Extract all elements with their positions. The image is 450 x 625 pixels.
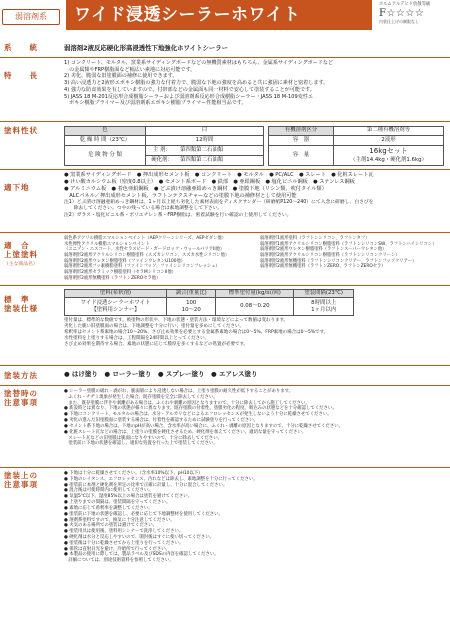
topcoats-list-right bbox=[260, 236, 446, 270]
volume-value: 16kgセット bbox=[369, 147, 408, 156]
dry-time-value: 12時間 bbox=[146, 136, 264, 146]
feature-line: 5) JASS 18 M-201反応形合成樹脂シーラーおよび弱溶剤系反応形合成樹脂シーラー・JASS 18 M-109変性エ bbox=[64, 93, 314, 100]
divider bbox=[0, 467, 450, 468]
feature-line: ポキシ樹脂プライマー及び弱溶剤系エポキシ樹脂プライマー性能相当品です。 bbox=[64, 100, 247, 107]
spec-mix-cell bbox=[167, 298, 216, 316]
product-title: ワイド浸透シーラーホワイト bbox=[74, 5, 301, 25]
spec-paint-name: ワイド浸透シーラーホワイト bbox=[80, 299, 151, 306]
standard-spec-label: 標 準 塗装仕様 bbox=[4, 295, 38, 313]
specs-label: 塗料性状 bbox=[4, 126, 38, 135]
recoat-precaution-line: ● シーラー塗膜の破れ・剥がれ、脆弱層により浸透しない場合は、上塗り塗膜の耐久性が低下することがあります。 bbox=[64, 389, 294, 394]
feature-line: 3) 高い浸透力と2液形エポキシ樹脂の強力な付着力で、脆弱な下地の強度を高めると共に強固に素材と密着します。 bbox=[64, 80, 329, 87]
recoat-precaution-line: スレート瓦などの旧塗膜は脆弱になりやすいので、十分に除去してください。 bbox=[64, 435, 222, 441]
painting-precaution-line: ● 溶剤系塗料ですので、換気に十分注意してください。 bbox=[64, 517, 175, 523]
substrate-line: ● アルミニウム板 ● 着色亜鉛鋼板 ● どぶ漬け溶融亜鉛めっき鋼材 ● 塗膜下地（リシン類、吹付タイル類） bbox=[64, 185, 327, 192]
spec-mix-thinner: 10〜20 bbox=[181, 306, 201, 313]
topcoat-item: 弱溶剤形2液形フッ素樹脂塗料（ファインフッソ、ファインシリコンフレッシュ） bbox=[64, 264, 220, 270]
spec-interval-max: 1ヶ月以内 bbox=[311, 306, 337, 313]
painting-precaution-line: ● 上塗りまでの間隔は、塗装間隔を守ってください。 bbox=[64, 500, 171, 506]
topcoats-sublabel: （主な商品名） bbox=[4, 262, 38, 267]
standard-note: 塗付量は、標準的な数値です。被塗物の形状や、下地の状態・塗装方法・環境などによって数値は変わります。 bbox=[64, 318, 289, 323]
color-value: 白 bbox=[146, 127, 264, 136]
topcoat-item: 弱溶剤形2液形ウレタン樹脂塗料（ラフトンスーパーウレタン他） bbox=[260, 247, 387, 253]
painting-precaution-line: ● 保管は直射日光を避け、冷暗所で行ってください。 bbox=[64, 546, 171, 552]
volume-header: 容 量 bbox=[269, 146, 334, 166]
painting-precaution-line: ● 塗装後は十分に乾燥させてから上塗りを行ってください。 bbox=[64, 540, 184, 546]
color-header: 色 bbox=[65, 127, 146, 136]
painting-precaution-line: ● 硬化剤は水分と反応しやすいので、開封後はすぐに使い切ってください。 bbox=[64, 534, 215, 540]
volume-cell bbox=[334, 146, 444, 166]
spec-interval-min: 8時間以上 bbox=[311, 299, 337, 306]
substrate-line: ALCパネル／押出成形セメント板、ラフトンテクスチャーなどの塗膜下地の補修材として使用可能 bbox=[64, 192, 297, 199]
recoat-precaution-line: 塗装前に下地の状態を確認し、適切な処置を行った上で塗装してください。 bbox=[64, 441, 218, 447]
formaldehyde-grade bbox=[379, 2, 449, 24]
painting-precaution-line: ● 気温5℃以下、湿度85%以上の場合は塗装を避けてください。 bbox=[64, 494, 193, 500]
dry-time-header: 乾 燥 時 間（23℃） bbox=[65, 136, 146, 146]
header bbox=[0, 0, 450, 34]
recoat-precaution-line: ふくれ・チヂミ現象が発生した場合、既存塗膜を完全に除去してください。 bbox=[64, 394, 218, 400]
spec-interval-cell bbox=[294, 298, 354, 316]
danger-class-header: 危 険 物 分 類 bbox=[65, 146, 146, 166]
main-agent-value: 第四類第二石油類 bbox=[178, 146, 264, 156]
topcoat-item: 弱溶剤形2液形無機塗料（ラフトンZERO、ラフトンZEROセラ） bbox=[260, 264, 386, 270]
topcoat-item: （ユニゾン・エスコート、水性セラスピード・ガードロック・ウォールバリアII他） bbox=[64, 247, 225, 253]
feature-line: 1) コンクリート、モルタル、窯業系サイディングボードなどの無機質素材はもちろん、金属系サイディングボードなど bbox=[64, 60, 334, 66]
specs-table-left bbox=[64, 126, 264, 166]
recoat-precaution-line: ● 劣化の進んだ旧塗膜面に塗装する場合は、付着性を確認するために試験塗りを行ってください。 bbox=[64, 418, 259, 424]
feature-line: の金属類やFRP樹脂面など幅広い素地に対応可能です。 bbox=[64, 66, 196, 73]
features-label: 特 長 bbox=[4, 71, 38, 80]
divider bbox=[0, 385, 450, 386]
methods-label: 塗装方法 bbox=[4, 371, 38, 380]
recoat-precautions-list bbox=[64, 389, 445, 447]
hardener-key: 硬化剤： bbox=[146, 156, 179, 166]
hardener-value: 第四類第二石油類 bbox=[178, 156, 264, 166]
divider bbox=[0, 169, 450, 170]
substrates-list bbox=[64, 172, 445, 199]
painting-precaution-line: ● 本製品の使用に際しては、製品ラベル及びSDSの内容を確認してください。 bbox=[64, 552, 219, 558]
substrate-line: ● けい酸カルシウム板（密度0.8以上） ● セメント系ボード ● 鉄部 ● 亜鉛鋼板 ● 塩化ビニル鋼板 ● ステンレス鋼板 bbox=[64, 178, 355, 185]
system-text: 弱溶剤2液反応硬化形高浸透性下地強化ホワイトシーラー bbox=[64, 44, 229, 52]
recoat-precaution-line: ● 化粧スレート瓦などの場合は、上塗りの塗膜を硬化させるため、硬化剤を加えてください。適切な量を守ってください。 bbox=[64, 429, 307, 435]
spec-table-header: 塗装間隔(23℃) bbox=[294, 290, 354, 298]
painting-precaution-line: ● 塗装用具は使用後、塗料用シンナーで洗浄してください。 bbox=[64, 529, 184, 535]
spec-amount: 0.08〜0.20 bbox=[216, 298, 294, 316]
topcoat-item: 弱溶剤形2液形アクリルシリコン樹脂塗料（ラフトンシリコンクリーン） bbox=[260, 253, 400, 259]
topcoat-item: 弱溶剤形1液形アクリルシリコン樹脂塗料（ラフトンシリコンSW、ラフトンハイシリコン） bbox=[260, 241, 437, 247]
painting-precautions-label: 塗装上の 注意事項 bbox=[4, 471, 38, 489]
features-list bbox=[64, 60, 445, 107]
substrate-note: 注2）ガラス・塩化ビニル系・ポリエチレン系・FRP樹脂は、密着試験を行い確認の上使用してください。 bbox=[64, 212, 292, 218]
recoat-precaution-line: ● 下地にコンクリート、モルタルの場合は、水分・アルカリなどによるエフロレッセンスが発生しないよう十分に乾燥させてください。 bbox=[64, 412, 332, 418]
main-agent-key: 主 剤： bbox=[146, 146, 179, 156]
painting-precaution-line: ● 下地は十分に乾燥させてください。（含水率10%以下、pH10以下） bbox=[64, 471, 203, 476]
formaldehyde-stars: F☆☆☆☆ bbox=[379, 7, 425, 19]
substrates-label: 適下地 bbox=[4, 183, 30, 192]
formaldehyde-grade-label: ホルムアルデヒド放散等級 bbox=[379, 2, 431, 7]
container-header: 容 器 bbox=[269, 136, 334, 146]
system-label: 系 統 bbox=[4, 43, 38, 52]
volume-sub: （主剤14.4kg・硬化剤1.6kg） bbox=[350, 156, 427, 163]
spec-table-header: 塗料(希釈剤) bbox=[65, 290, 167, 298]
painting-precaution-line: 詳細については、別途技術資料を参照してください。 bbox=[64, 558, 174, 564]
spec-table-header: 調合(重量比) bbox=[167, 290, 216, 298]
methods-list: ● はけ塗り ● ローラー塗り ● スプレー塗り ● エアレス塗り bbox=[64, 370, 258, 378]
standard-note: さび止め効果を期待する場合、素地の状態に応じて膜厚を多くするなどの処置が必要です。 bbox=[64, 341, 249, 347]
painting-precaution-line: ● 素地に応じて希釈率を調整してください。 bbox=[64, 505, 153, 511]
topcoat-item: 弱溶剤形2液形ウレタン樹脂塗料（ファインウレタンU100他） bbox=[64, 258, 186, 264]
topcoat-item: 弱色系アクリル樹脂エマルションペイント（AEPクリーンシリーズ、AEPゼダン他） bbox=[64, 236, 227, 241]
painting-precaution-line: ● 下地のレイタンス、エフロレッセンス、汚れなどは除去し、素地調整を十分に行ってください。 bbox=[64, 476, 258, 482]
painting-precaution-line: ● 火気のある場所での塗装は避けてください。 bbox=[64, 523, 158, 529]
substrate-line: ● 窯業系サイディングボード ● 押出成形セメント板 ● コンクリート ● モルタル ● PC/ALC ● スレート ● 化粧スレート瓦 bbox=[64, 172, 374, 178]
standard-note: 希釈率はセメント系素地の場合10〜20%、さび止め効果を必要とする金属系素地の場合は0〜5%、FRP素地の場合は0〜5%です。 bbox=[64, 329, 329, 335]
painting-precaution-line: ● 塗装前に本剤と硬化剤を所定の比率で正確に計量し、十分に混合してください。 bbox=[64, 482, 228, 488]
substrate-note: 除去してください。つやの残っている場合は素地調整をして下さい。 bbox=[64, 206, 223, 212]
topcoat-item: 弱溶剤形2液形無機塗料（ラフトンZEROセラ他） bbox=[64, 275, 161, 281]
solvent-type-tag: 弱溶剤系 bbox=[2, 9, 60, 25]
spec-thinner-name: 【塗料用シンナー】 bbox=[91, 306, 140, 313]
divider bbox=[0, 57, 450, 58]
feature-line: 4) 強力な防食効果を有していますので、付帯部などの金属面も同一材料で安心して塗装することが可能です。 bbox=[64, 86, 315, 93]
organic-solvent-value: 第二種有機溶剤等 bbox=[334, 127, 444, 136]
recoat-precaution-line: ● 新設時とは異なり、下地の状態が様々に異なります。既存塗膜の付着性、塗膜劣化の程度、吸込みの状態などを十分確認してください。 bbox=[64, 406, 337, 412]
painting-precaution-line: ● 混合後は可使時間内に使用してください。 bbox=[64, 488, 153, 494]
divider bbox=[0, 285, 450, 286]
spec-table-header: 標準塗付量(kg/㎡/回) bbox=[216, 290, 294, 298]
recoat-precaution-line: また、既存塗膜に浮きや剥離がある場合は、ふくれや剥離の原因となりますので、十分に除去してから施工してください。 bbox=[64, 400, 310, 406]
organic-solvent-header: 有機溶剤区分 bbox=[269, 127, 334, 136]
painting-precautions-list bbox=[64, 471, 445, 564]
standard-note: 劣化した脆い旧塗膜面の場合は、下地調整を十分に行い、塗付量を多めにしてください。 bbox=[64, 323, 244, 329]
divider bbox=[0, 121, 450, 122]
topcoat-item: 水性弾性アクリル樹脂エマルションペイント bbox=[64, 241, 150, 247]
topcoats-list-left bbox=[64, 236, 254, 281]
standard-spec-table bbox=[64, 289, 354, 316]
formaldehyde-note: 内装仕上げの制限なし bbox=[379, 18, 419, 24]
topcoat-item: 弱溶剤形2液形無機塗料（ラフトンシリコンクリアー、ラフトンフッソクリアー） bbox=[260, 258, 417, 264]
standard-note: 水性塗料を上塗りする場合は、工程間隔を24時間以上とってください。 bbox=[64, 335, 210, 341]
substrates-notes bbox=[64, 200, 445, 219]
standard-notes bbox=[64, 318, 445, 348]
substrate-note: 注1）どぶ漬け溶融亜鉛めっき鋼材は、1ヶ月以上経ち劣化した素材表面をディスクサンダー（研磨紙P120〜240）にて入念に研磨し、白さびを bbox=[64, 200, 374, 205]
divider bbox=[0, 232, 450, 233]
feature-line: 2) 劣化、脆弱な旧塗膜面の補修に使用できます。 bbox=[64, 73, 178, 80]
spec-mix-paint: 100 bbox=[186, 299, 197, 306]
specs-table-right bbox=[268, 126, 444, 166]
topcoat-item: 弱溶剤形2液形セラミック樹脂塗料（セラMシリコンII他） bbox=[64, 270, 176, 276]
recoat-precaution-line: ● セメント系下地の場合は、下地のpHが高い場合、含水率が高い場合に、ふくれ・剥離の原因となりますので、十分に乾燥させてください。 bbox=[64, 423, 344, 429]
divider bbox=[0, 365, 450, 366]
recoat-precautions-label: 塗替時の 注意事項 bbox=[4, 389, 38, 407]
topcoat-item: 弱溶剤形1液形塗料（ラフトンシリコン、ラフトンタフ） bbox=[260, 236, 370, 241]
container-value: 2液形 bbox=[334, 136, 444, 146]
topcoat-item: 弱溶剤形2液形アクリルシリコン樹脂塗料（スズカシリコン、スズカ水性シリコン他） bbox=[64, 253, 230, 259]
painting-precaution-line: ● 塗装前に下地の状態を確認し、必要に応じて下地調整材を使用してください。 bbox=[64, 511, 223, 517]
topcoats-label: 適 合 上塗塗料 bbox=[4, 241, 38, 259]
spec-paint-cell bbox=[65, 298, 167, 316]
